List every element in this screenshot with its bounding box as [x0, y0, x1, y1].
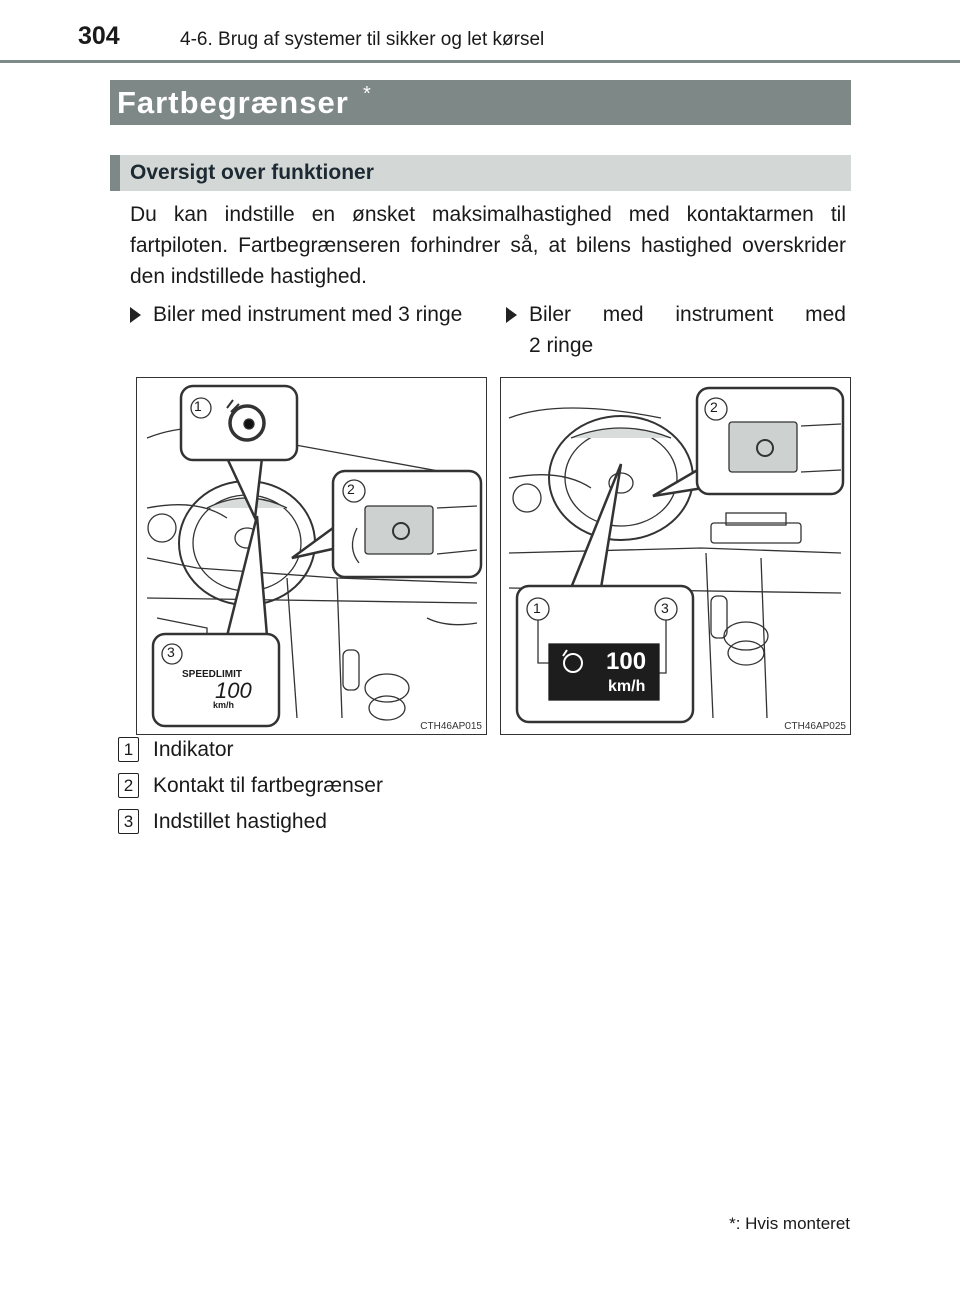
- bullet-text: Biler med instrument med 3 ringe: [153, 303, 463, 326]
- legend-number: 2: [118, 773, 139, 798]
- dashboard-illustration-right: [501, 378, 852, 736]
- dashboard-illustration-left: [137, 378, 488, 736]
- figure-3-ring-instrument: [136, 377, 487, 735]
- footnote: [729, 1214, 850, 1234]
- callout-number-3: 3: [661, 600, 669, 616]
- footnote-asterisk: *: [729, 1214, 736, 1233]
- figure-2-ring-instrument: [500, 377, 851, 735]
- bullet-3-ring-instrument: [130, 299, 490, 330]
- legend-item: [118, 737, 234, 762]
- legend-number: 3: [118, 809, 139, 834]
- bullet-text: Biler med instrument med: [529, 303, 846, 326]
- triangle-bullet-icon: [506, 307, 517, 323]
- section-title: Fartbegrænser: [117, 85, 349, 120]
- subheading-bar: [110, 155, 851, 191]
- triangle-bullet-icon: [130, 307, 141, 323]
- callout-number-1: 1: [194, 398, 202, 414]
- callout-number-1: 1: [533, 600, 541, 616]
- legend-item: [118, 773, 383, 798]
- bullet-text-continued: 2 ringe: [529, 334, 594, 357]
- callout-number-3: 3: [167, 644, 175, 660]
- legend-number: 1: [118, 737, 139, 762]
- page-number: 304: [78, 22, 120, 50]
- title-asterisk: *: [363, 83, 371, 105]
- speed-unit: km/h: [608, 678, 646, 695]
- footnote-text: : Hvis monteret: [735, 1214, 850, 1233]
- legend-label: Indikator: [153, 737, 234, 761]
- subheading-text: Oversigt over funktioner: [130, 161, 374, 184]
- figure-code: CTH46AP025: [784, 721, 846, 732]
- callout-number-2: 2: [710, 399, 718, 415]
- speed-unit: km/h: [213, 700, 235, 710]
- figure-code: CTH46AP015: [420, 721, 482, 732]
- intro-paragraph: Du kan indstille en ønsket maksimalhastighed med kontaktarmen til fartpiloten. Fartbegrænseren forhindrer så, at bilens hastighed overskrider den indstillede hastighed.: [130, 203, 846, 288]
- subheading-accent: [110, 155, 120, 191]
- speedlimit-label: SPEEDLIMIT: [182, 669, 243, 680]
- running-header: 4-6. Brug af systemer til sikker og let kørsel: [180, 29, 545, 50]
- bullet-2-ring-instrument: [506, 299, 846, 361]
- speed-value: 100: [215, 678, 252, 703]
- speed-value: 100: [606, 648, 647, 675]
- section-title-bar: [110, 80, 851, 125]
- callout-number-2: 2: [347, 481, 355, 497]
- legend-label: Indstillet hastighed: [153, 809, 327, 833]
- legend-label: Kontakt til fartbegrænser: [153, 773, 383, 797]
- legend-item: [118, 809, 327, 834]
- header-divider: [0, 60, 960, 63]
